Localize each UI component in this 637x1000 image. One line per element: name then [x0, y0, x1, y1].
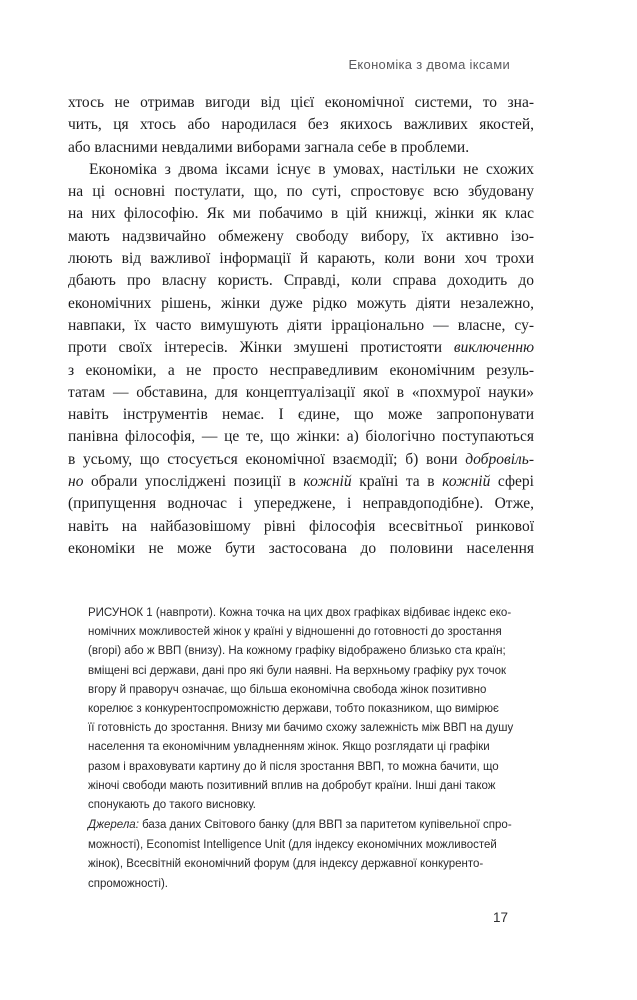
text-line: жіночі свободи мають позитивний вплив на добробут країни. Інші дані також: [88, 779, 496, 792]
figure-sources: [88, 816, 522, 895]
text-line: хтось не отримав вигоди від цієї економічної системи, то зна-: [68, 94, 534, 111]
text-line: населення та економічним увладненням жінок. Якщо розглядати ці графіки: [88, 741, 490, 754]
text-line: навіть на найбазовішому рівні філософія всесвітньої ринкової: [68, 517, 534, 535]
text-line: можності), Economist Intelligence Unit (для індексу економічних можливостей: [88, 838, 497, 851]
text-line: корелює з конкурентоспроможністю держави, тобто показником, що вимірює: [88, 703, 499, 716]
text-line: разом і враховувати картину до й після зростання ВВП, то можна бачити, що: [88, 760, 499, 773]
text-line: (припущення водночас і упереджене, і неправдоподібне). Отже,: [68, 495, 534, 513]
text-line: на них філософію. Як ми побачимо в цій книжці, жінки як клас: [68, 205, 534, 223]
text-line: її готовність до зростання. Внизу ми бачимо схожу залежність між ВВП на душу: [88, 722, 514, 735]
text-line: РИСУНОК 1 (навпроти). Кожна точка на цих двох графіках відбиває індекс еко-: [88, 607, 512, 619]
text-line: люють від важливої інформації й карають, коли вони хоч трохи: [68, 250, 534, 268]
text-line: економічних рішень, жінки дуже рідко можуть діяти незалежно,: [68, 294, 534, 312]
paragraph-continuation: [68, 92, 534, 159]
body-text: [68, 92, 534, 560]
text-line: Економіка з двома іксами існує в умовах, настільки не схожих: [89, 160, 534, 178]
text-line: вгору й праворуч означає, що більша економічна свобода жінок позитивно: [88, 683, 487, 696]
text-line: спонукають до такого висновку.: [88, 799, 256, 812]
text-line: навіть інструментів немає. І єдине, що може запропонувати: [68, 406, 534, 424]
paragraph: [68, 159, 534, 560]
page-number: 17: [492, 910, 508, 925]
text-line: спроможності).: [88, 878, 168, 891]
figure-caption: [88, 604, 522, 815]
text-line: навпаки, їх часто вимушують діяти ірраціонально — власне, су-: [68, 316, 534, 334]
text-line: або власними невдалими виборами загнала себе в проблеми.: [68, 138, 470, 156]
text-line: мають надзвичайно обмежену свободу вибору, їх активно ізо-: [68, 227, 534, 245]
text-line: (вгорі) або ж ВВП (внизу). На кожному графіку відображено близько ста країн;: [88, 645, 506, 658]
text-line: економіки не може бути застосована до половини населення: [68, 539, 534, 557]
text-line: жінок), Всесвітній економічний форум (для індексу державної конкуренто-: [88, 858, 484, 871]
text-line: з економіки, а не просто несправедливим економічним резуль-: [68, 361, 534, 379]
text-line: Джерела: база даних Світового банку (для ВВП за паритетом купівельної спро-: [88, 819, 512, 831]
text-line: чить, ця хтось або народилася без якихось важливих якостей,: [68, 116, 534, 134]
text-line: номічних можливостей жінок у країні у відношенні до готовності до зростання: [88, 626, 502, 639]
text-line: дбають про власну користь. Справді, коли справа доходить до: [68, 272, 534, 290]
text-line: в усьому, що стосується економічної взаємодії; б) вони добровіль-: [68, 450, 534, 468]
text-line: на ці основні постулати, що, по суті, спростовує всю збудовану: [68, 183, 534, 201]
text-line: проти своїх інтересів. Жінки змушені протистояти виключенню: [68, 339, 534, 357]
text-line: но обрали упосліджені позиції в кожній країні та в кожній сфері: [68, 473, 534, 491]
text-line: татам — обставина, для концептуалізації якої в «похмурої науки»: [68, 383, 534, 401]
running-head: Економіка з двома іксами: [348, 57, 510, 72]
text-line: панівна філософія, — це те, що жінки: а) біологічно поступаються: [68, 428, 534, 446]
text-line: вміщені всі держави, дані про які були наявні. На верхньому графіку рух точок: [88, 664, 507, 677]
